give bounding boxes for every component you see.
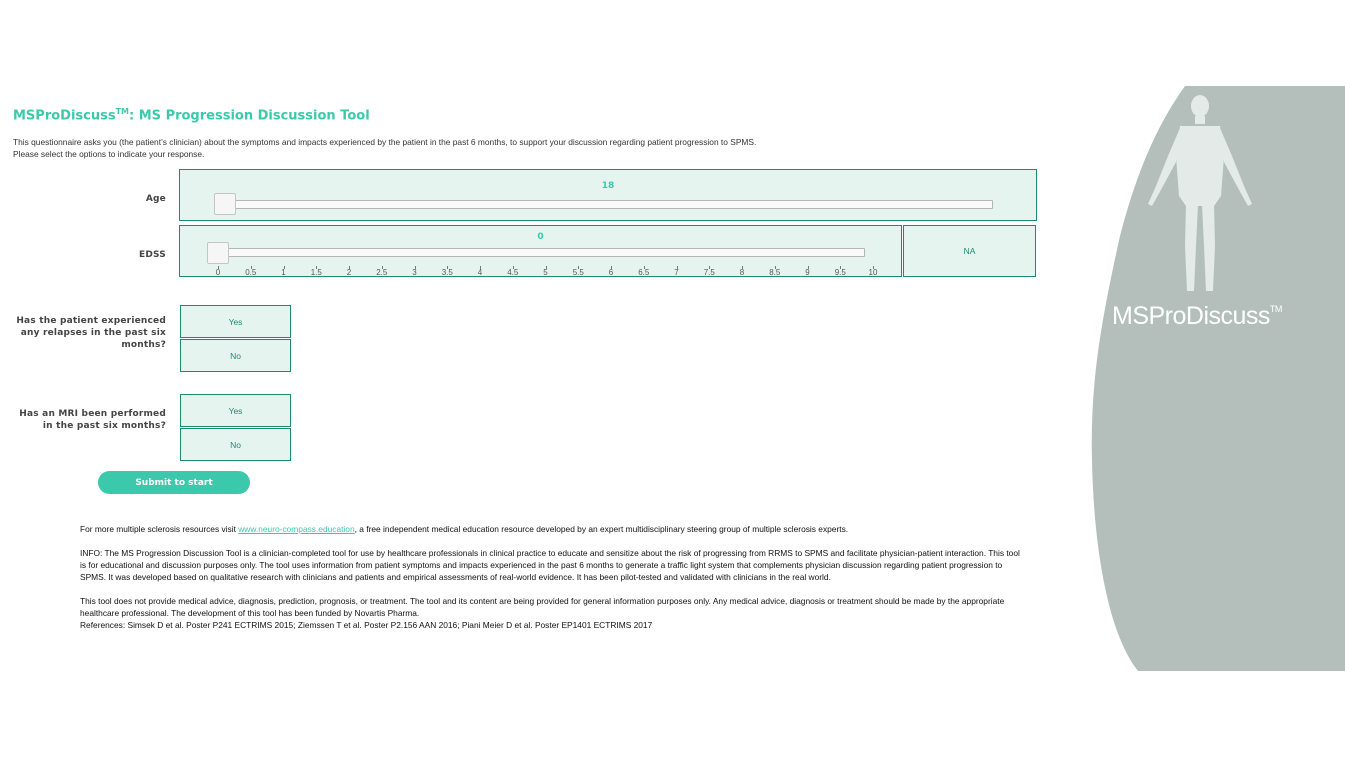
submit-button[interactable]: Submit to start xyxy=(98,471,250,494)
edss-slider-panel xyxy=(179,225,902,277)
neuro-compass-link[interactable]: www.neuro-compass.education xyxy=(238,524,355,534)
edss-slider-track[interactable] xyxy=(218,248,865,257)
edss-tick-label: 5 xyxy=(543,268,548,277)
intro-line-2: Please select the options to indicate your response. xyxy=(13,149,205,159)
relapse-no-button[interactable]: No xyxy=(180,339,291,372)
info-text: INFO: The MS Progression Discussion Tool is a clinician-completed tool for use by healthcare professionals in clinical practice to educate and sensitize about the risk of progressing from RRMS to SPMS and facilitate physician-patient interaction. This tool is for educational and discussion purposes only. The tool uses information from patient symptoms and impacts experienced in the past 6 months to generate a traffic light system that complements physician discussion regarding patient progression to SPMS. It was developed based on qualitative research with clinicians and patients and empirical assessments of real-world evidence. It has been pilot-tested and validated with clinicians in the real world. xyxy=(80,548,1020,582)
age-slider-handle[interactable] xyxy=(214,193,236,215)
edss-tick-label: 10 xyxy=(868,268,878,277)
age-slider-track[interactable] xyxy=(225,200,993,209)
edss-tick-label: 9 xyxy=(805,268,810,277)
edss-tick-label: 1.5 xyxy=(310,268,322,277)
edss-tick-label: 1 xyxy=(281,268,286,277)
intro-text xyxy=(13,136,913,160)
references-text: References: Simsek D et al. Poster P241 ECTRIMS 2015; Ziemssen T et al. Poster P2.156 AAN 2016; Piani Meier D et al. Poster EP1401 ECTRIMS 2017 xyxy=(80,620,653,630)
edss-na-button[interactable]: NA xyxy=(903,225,1036,277)
edss-slider-handle[interactable] xyxy=(207,242,229,264)
disclaimer-text: This tool does not provide medical advice, diagnosis, prediction, prognosis, or treatment. The tool and its content are being provided for general information purposes only. Any medical advice, diagnosis or treatment should be made by the appropriate healthcare professional. The development of this tool has been funded by Novartis Pharma. xyxy=(80,596,1005,618)
brand-logo-text: MSProDiscuss™ xyxy=(1112,302,1282,330)
relapse-question-label: Has the patient experienced any relapses in the past six months? xyxy=(16,316,166,350)
age-label: Age xyxy=(145,194,166,204)
edss-value: 0 xyxy=(537,232,544,242)
brand-side-panel xyxy=(1090,86,1345,671)
edss-label: EDSS xyxy=(139,250,166,260)
edss-tick-label: 4.5 xyxy=(507,268,519,277)
edss-tick-label: 9.5 xyxy=(834,268,846,277)
resources-text: For more multiple sclerosis resources visit www.neuro-compass.education, a free independent medical education resource developed by an expert multidisciplinary steering group of multiple sclerosis experts. xyxy=(80,524,849,534)
edss-tick-label: 0 xyxy=(215,268,221,277)
age-slider-panel xyxy=(179,169,1037,221)
mri-question-label: Has an MRI been performed in the past six months? xyxy=(19,409,166,431)
edss-tick-label: 8 xyxy=(739,268,745,277)
relapse-yes-button[interactable]: Yes xyxy=(180,305,291,338)
edss-tick-label: 6 xyxy=(608,268,614,277)
intro-line-1: This questionnaire asks you (the patient’s clinician) about the symptoms and impacts experienced by the patient in the past 6 months, to support your discussion regarding patient progression to SPMS. xyxy=(13,137,757,147)
page-title: MSProDiscuss™: MS Progression Discussion Tool xyxy=(13,107,370,124)
mri-no-button[interactable]: No xyxy=(180,428,291,461)
edss-tick-label: 0.5 xyxy=(245,268,257,277)
mri-yes-button[interactable]: Yes xyxy=(180,394,291,427)
edss-tick-label: 7.5 xyxy=(703,268,715,277)
age-value: 18 xyxy=(601,181,615,191)
edss-tick-label: 8.5 xyxy=(769,268,781,277)
edss-tick-label: 7 xyxy=(674,268,679,277)
edss-tick-label: 2.5 xyxy=(376,268,388,277)
edss-tick-label: 5.5 xyxy=(572,268,584,277)
edss-tick-label: 3 xyxy=(412,268,417,277)
edss-tick-label: 6.5 xyxy=(638,268,650,277)
edss-tick-label: 2 xyxy=(346,268,352,277)
edss-tick-label: 4 xyxy=(477,268,483,277)
edss-tick-label: 3.5 xyxy=(441,268,453,277)
